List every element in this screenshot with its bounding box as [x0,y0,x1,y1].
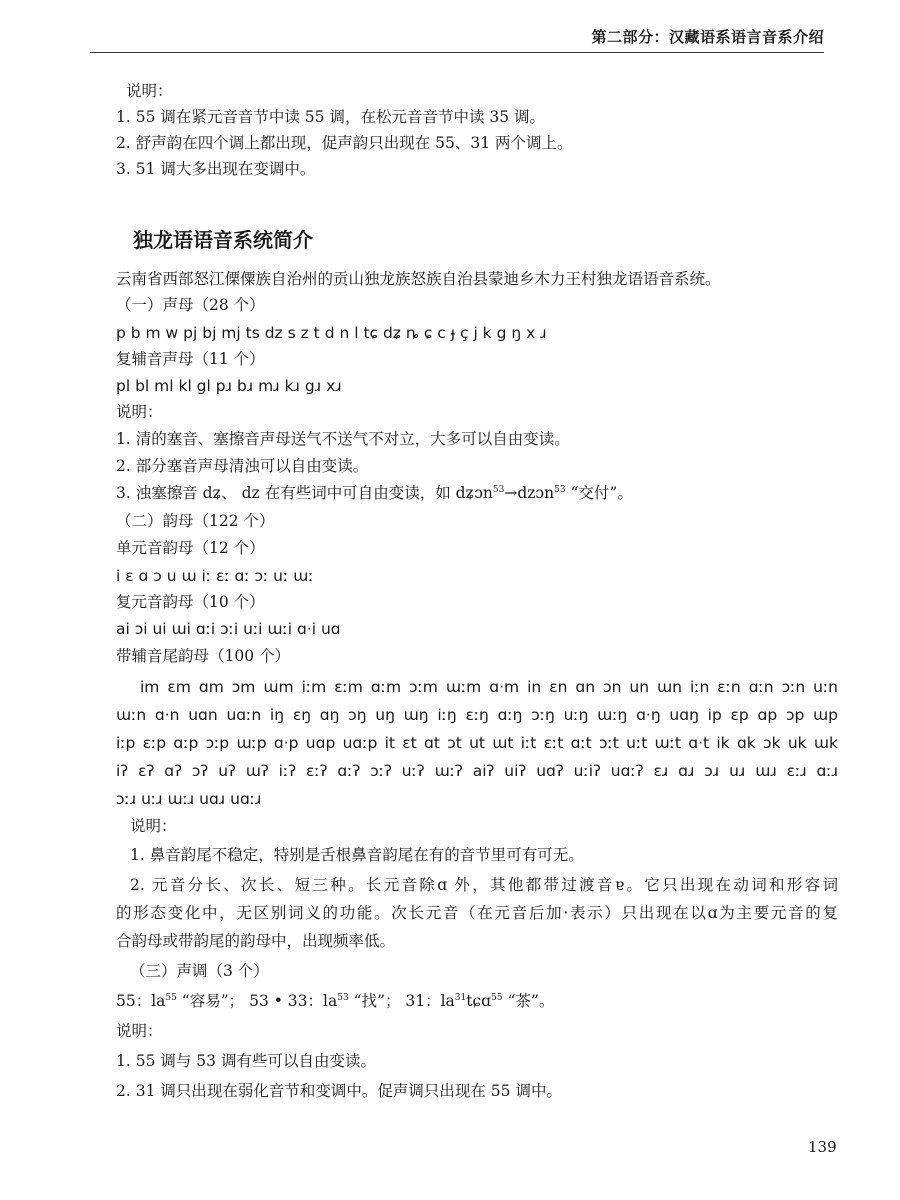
coda-line-5: ɔːɹ uːɹ ɯːɹ uɑɹ uɑːɹ [116,790,262,808]
note3-arrow: →dzɔn [504,484,555,502]
tone-31-sup-2: 55 [491,993,503,1003]
finals-notes-heading: 说明： [130,817,177,835]
note3-tone-2: 53 [554,485,566,495]
tone-31-sup: 31 [454,993,467,1003]
initials-note-1: 1. 清的塞音、塞擦音声母送气不送气不对立，大多可以自由变读。 [116,430,570,448]
section-title: 独龙语语音系统简介 [133,228,313,252]
cluster-list: pl bl ml kl gl pɹ bɹ mɹ kɹ gɹ xɹ [116,377,342,395]
section-intro: 云南省西部怒江傈僳族自治州的贡山独龙族怒族自治县蒙迪乡木力王村独龙语语音系统。 [116,270,721,288]
coda-line-2: ɯːn ɑ·n uɑn uɑːn iŋ ɛŋ ɑŋ ɔŋ uŋ ɯŋ iːŋ ɛːŋ ɑːŋ ɔːŋ uːŋ ɯːŋ ɑ·ŋ uɑŋ ip ɛp ɑp ɔp ɯp [116,706,838,724]
top-note-1: 1. 55 调在紧元音音节中读 55 调，在松元音音节中读 35 调。 [116,108,546,126]
tones-notes-heading: 说明： [116,1022,163,1040]
tones-example [116,990,554,1012]
page-number: 139 [808,1138,837,1156]
finals-note-2-line-1: 2. 元音分长、次长、短三种。长元音除ɑ 外，其他都带过渡音ɐ。它只出现在动词和形容词 [130,876,838,894]
tone-31-gloss: “茶”。 [502,992,555,1010]
tone-53-sup: 53 [337,993,349,1003]
finals-note-1: 1. 鼻音韵尾不稳定，特别是舌根鼻音韵尾在有的音节里可有可无。 [130,846,584,864]
initials-note-3 [116,482,633,504]
monophthong-heading: 单元音韵母（12 个） [116,539,265,557]
finals-heading: （二）韵母（122 个） [116,512,275,530]
coda-line-3: iːp ɛːp ɑːp ɔːp ɯːp ɑ·p uɑp uɑːp it ɛt ɑt ɔt ut ɯt iːt ɛːt ɑːt ɔːt uːt ɯːt ɑ·t ik ɑk ɔk uk ɯk [116,734,838,752]
diphthong-heading: 复元音韵母（10 个） [116,593,265,611]
top-notes-heading: 说明： [126,82,173,100]
finals-note-2-line-3: 合韵母或带韵尾的韵母中，出现频率低。 [116,932,396,950]
tone-55-example: 55：la [116,992,166,1010]
coda-line-1: im ɛm ɑm ɔm ɯm iːm ɛːm ɑːm ɔːm ɯːm ɑ·m in ɛn ɑn ɔn un ɯn iːn ɛːn ɑːn ɔːn uːn [140,678,838,696]
tone-53-example: “容易”； 53 • 33：la [176,992,338,1010]
top-note-2: 2. 舒声韵在四个调上都出现，促声韵只出现在 55、31 两个调上。 [116,134,573,152]
note3-gloss: “交付”。 [565,484,633,502]
top-note-3: 3. 51 调大多出现在变调中。 [116,160,316,178]
tone-31-syllable: tɕɑ [466,992,492,1010]
initials-note-2: 2. 部分塞音声母清浊可以自由变读。 [116,457,369,475]
tones-note-2: 2. 31 调只出现在弱化音节和变调中。促声调只出现在 55 调中。 [116,1082,562,1100]
finals-note-2-line-2: 的形态变化中，无区别词义的功能。次长元音（在元音后加·表示）只出现在以ɑ为主要元音的复 [116,904,838,922]
tones-note-1: 1. 55 调与 53 调有些可以自由变读。 [116,1052,376,1070]
header-rule [90,52,824,53]
tones-heading: （三）声调（3 个） [130,962,269,980]
diphthong-list: ai ɔi ui ɯi ɑːi ɔːi uːi ɯːi ɑ·i uɑ [116,620,341,638]
coda-heading: 带辅音尾韵母（100 个） [116,647,291,665]
initials-notes-heading: 说明： [116,403,163,421]
tone-55-sup: 55 [165,993,177,1003]
coda-line-4: iʔ ɛʔ ɑʔ ɔʔ uʔ ɯʔ iːʔ ɛːʔ ɑːʔ ɔːʔ uːʔ ɯːʔ aiʔ uiʔ uɑʔ uːiʔ uɑːʔ ɛɹ ɑɹ ɔɹ uɹ ɯɹ ɛːɹ ɑːɹ [116,762,838,780]
note3-tone-1: 53 [492,485,505,495]
tone-31-example: “找”； 31：la [348,992,455,1010]
initials-heading: （一）声母（28 个） [116,296,265,314]
running-header: 第二部分：汉藏语系语言音系介绍 [591,28,824,46]
monophthong-list: i ɛ ɑ ɔ u ɯ iː ɛː ɑː ɔː uː ɯː [116,567,314,585]
note3-prefix: 3. 浊塞擦音 dʑ、 dz 在有些词中可自由变读，如 dʑɔn [116,484,493,502]
initials-list: p b m w pj bj mj ts dz s z t d n l tɕ dʑ ȵ ɕ c ɟ ç j k g ŋ x ɹ [116,324,547,342]
cluster-heading: 复辅音声母（11 个） [116,350,265,368]
